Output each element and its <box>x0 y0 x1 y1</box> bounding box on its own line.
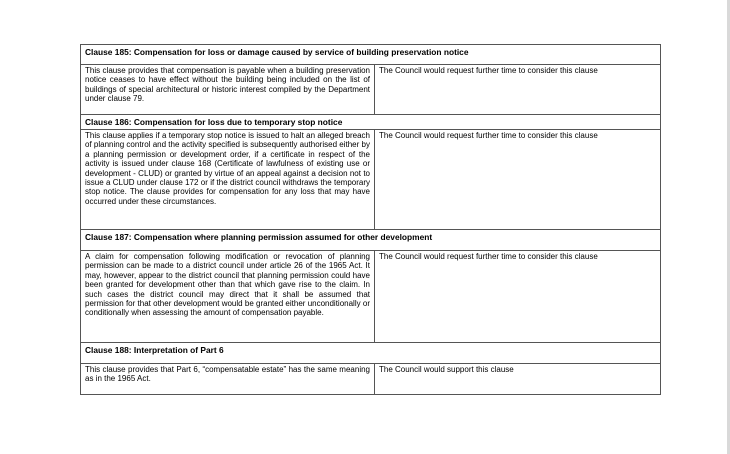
clause-187-heading: Clause 187: Compensation where planning permission assumed for other development <box>81 230 661 251</box>
clause-185-heading: Clause 185: Compensation for loss or damage caused by service of building preservation notice <box>81 45 661 65</box>
clause-188-heading-row <box>81 343 661 364</box>
clause-185-row <box>81 65 661 115</box>
clause-186-description: This clause applies if a temporary stop notice is issued to halt an alleged breach of planning control and the activity specified is subsequently authorised either by a planning permission or development order, if a certificate in respect of the activity is issued under clause 168 (Certificate of lawfulness of existing use or development - CLUD) or granted by virtue of an appeal against a decision not to issue a CLUD under clause 172 or if the district council withdraws the temporary stop notice. The clause provides for compensation for any loss that may have occurred under these circumstances. <box>81 130 375 230</box>
clause-188-description: This clause provides that Part 6, “compensatable estate” has the same meaning as in the 1965 Act. <box>81 364 375 395</box>
clause-185-description: This clause provides that compensation is payable when a building preservation notice ceases to have effect without the building being included on the list of buildings of special architectural or historic interest compiled by the Department under clause 79. <box>81 65 375 115</box>
clause-186-response: The Council would request further time to consider this clause <box>375 130 661 230</box>
clause-185-response: The Council would request further time to consider this clause <box>375 65 661 115</box>
clause-table <box>80 44 661 395</box>
clause-185-heading-row <box>81 45 661 65</box>
clause-186-heading: Clause 186: Compensation for loss due to temporary stop notice <box>81 115 661 130</box>
clause-188-response: The Council would support this clause <box>375 364 661 395</box>
clause-186-row <box>81 130 661 230</box>
clause-187-description: A claim for compensation following modification or revocation of planning permission can be made to a district council under article 26 of the 1965 Act. It may, however, appear to the district council that planning permission could have been granted for development other than that which gave rise to the claim. In such cases the district council may direct that it shall be assumed that permission for that other development would be granted either unconditionally or conditionally when assessing the amount of compensation payable. <box>81 251 375 343</box>
clause-187-row <box>81 251 661 343</box>
clause-187-response: The Council would request further time to consider this clause <box>375 251 661 343</box>
clause-188-row <box>81 364 661 395</box>
clause-187-heading-row <box>81 230 661 251</box>
clause-188-heading: Clause 188: Interpretation of Part 6 <box>81 343 661 364</box>
clause-186-heading-row <box>81 115 661 130</box>
